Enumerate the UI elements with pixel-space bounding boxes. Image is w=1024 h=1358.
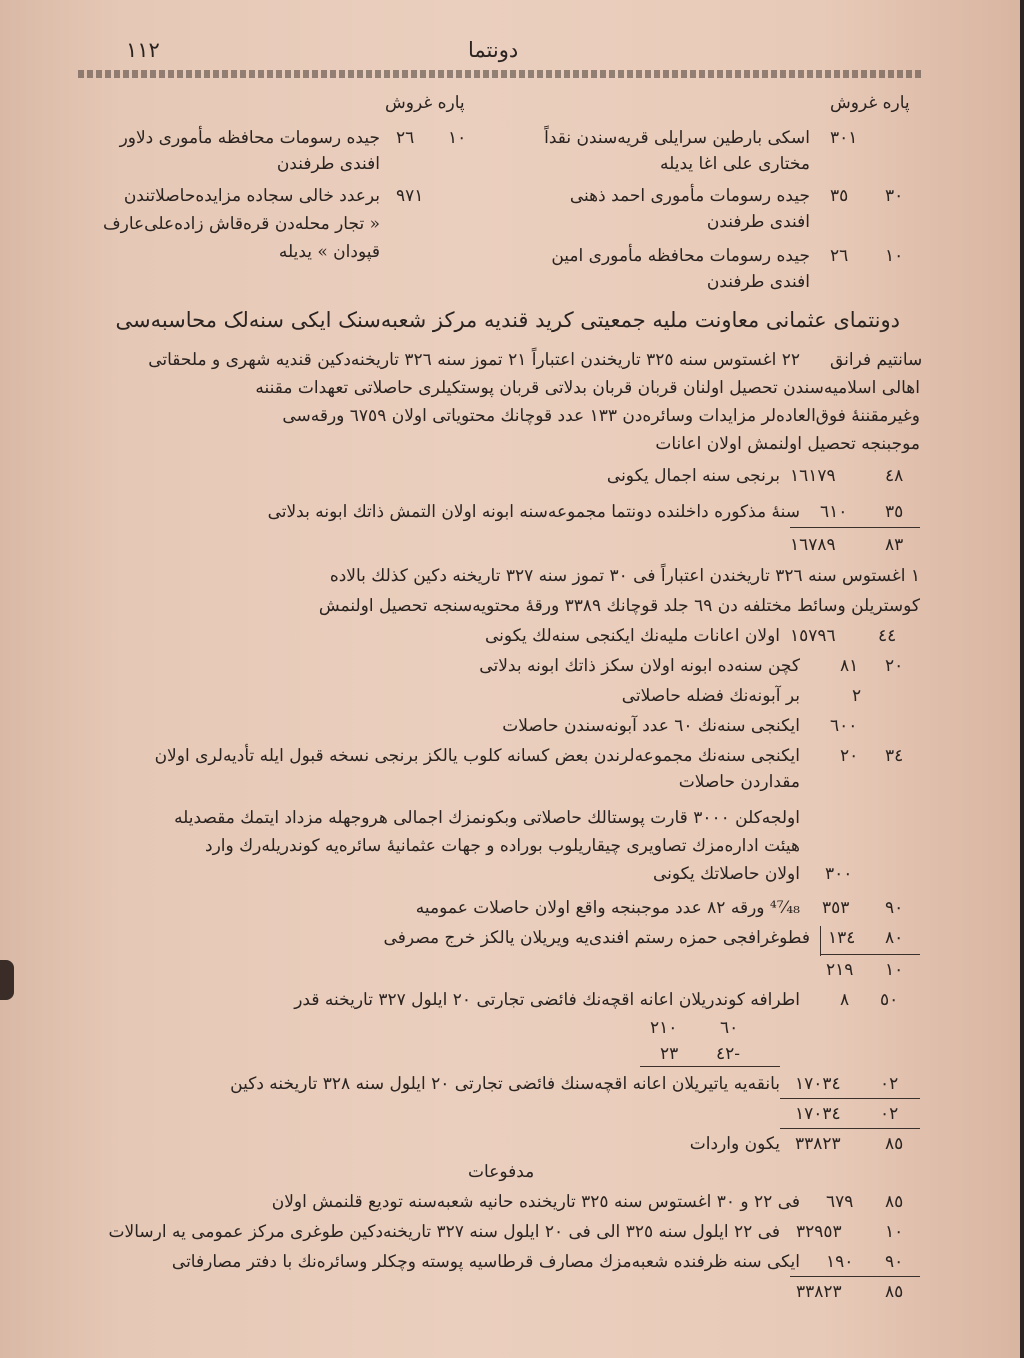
entry-line: جیده رسومات مأموری احمد ذهنی [569, 186, 810, 206]
row-text: مقداردن حاصلات [678, 772, 800, 792]
intro-line: اهالی اسلامیه‌سندن تحصیل اولنان قربان قربان بدلاتی قربان پوستکیلری حاصلاتی تعهدات مقننه [255, 378, 920, 398]
row-text: کچن سنه‌ده ابونه اولان سکز ذاتك ابونه بدلاتی [479, 656, 800, 676]
frank-cell: ١٥٧٩٦ [790, 626, 836, 646]
binding-stain [0, 960, 14, 1000]
entry-para: ٣٠ [885, 186, 904, 206]
intro-line: موجبنجه تحصیل اولنمش اولان اعانات [655, 434, 920, 454]
frank-cell: ٣٣٨٢٣ [795, 1134, 841, 1154]
santim-cell: ٨٥ [885, 1134, 904, 1154]
santim-cell: ٢ [852, 686, 862, 706]
entry-line: جیده رسومات محافظه مأموری امین [551, 246, 810, 266]
frank-cell: ٢٣ [660, 1044, 679, 1064]
column-header-right: پاره غروش [830, 93, 910, 113]
santim-cell: ١٠ [885, 1222, 904, 1242]
column-divider [820, 926, 821, 956]
row-text: ایکنجی سنه‌نك ٦٠ عدد آبونه‌سندن حاصلات [502, 716, 800, 736]
santim-cell: ٠٢ [880, 1104, 899, 1124]
entry-ghurush: ٣٠١ [830, 128, 858, 148]
sum-rule [780, 1128, 920, 1129]
row-text: اولان حاصلاتك یکونی [652, 864, 800, 884]
column-header-left: پاره غروش [385, 93, 465, 113]
row-text: یکون واردات [689, 1134, 780, 1154]
entry-line: افندی طرفندن [706, 212, 810, 232]
sum-rule [790, 1276, 920, 1277]
entry-ghurush: ٢٦ [396, 128, 415, 148]
frank-cell: ١٦١٧٩ [790, 466, 836, 486]
frank-cell: ٦٧٩ [826, 1192, 854, 1212]
frank-cell: ١٣٤ [828, 928, 856, 948]
row-text: هیئت اداره‌مزك تصاویری چیقاریلوب بوراده و جهات عثمانیهٔ سائره‌یه کوندریله‌رك وارد [205, 836, 800, 856]
frank-cell: ٢١٠ [650, 1018, 678, 1038]
entry-line: افندی طرفندن [706, 272, 810, 292]
entry-ghurush: ٢٦ [830, 246, 849, 266]
row-text: اولجه‌کلن ٣٠٠٠ قارت پوستالك حاصلاتی وبکونمزك اجمالی هروجهله مزداد ایتمك مقصدیله [174, 808, 800, 828]
intro-line: ١ اغستوس سنه ٣٢٦ تاریخندن اعتباراً فی ٣٠ تموز سنه ٣٢٧ تاریخنه دکین کذلك بالاده [329, 566, 920, 586]
entry-para: ١٠ [448, 128, 467, 148]
page-title: دونتما [468, 38, 519, 62]
row-text: اطرافه کوندریلان اعانه اقچه‌نك فائضی تجارتی ٢٠ ایلول ٣٢٧ تاریخنه قدر [294, 990, 800, 1010]
entry-line: قپودان » یدیله [278, 242, 380, 262]
sum-rule [640, 1066, 780, 1067]
row-text: بر آبونه‌نك فضله حاصلاتی [621, 686, 800, 706]
page-number: ١١٢ [126, 38, 160, 62]
entry-line: اسکی بارطین سرایلی قریه‌سندن نقداً [544, 128, 810, 148]
row-text: اولان اعانات ملیه‌نك ایکنجی سنه‌لك یکونی [484, 626, 780, 646]
entry-line: « تجار محله‌دن قره‌قاش زاده‌علی‌عارف [103, 214, 380, 234]
row-text: فطوغرافجی حمزه رستم افندی‌یه ویریلان یالکز خرج مصرفی [383, 928, 810, 948]
section-title: دونتمای عثمانی معاونت ملیه جمعیتی کرید قندیه مرکز شعبه‌سنک ایکی سنه‌لک محاسبه‌سی [115, 308, 900, 332]
payment-text: فی ٢٢ و ٣٠ اغستوس سنه ٣٢٥ تاریخنده حانیه شعبه‌سنه تودیع قلنمش اولان [271, 1192, 800, 1212]
payment-text: ایکی سنه ظرفنده شعبه‌مزك مصارف قرطاسیه پوسته وچکلر وسائره‌نك با دفتر مصارفاتی [171, 1252, 800, 1272]
santim-cell: ٥٠ [880, 990, 899, 1010]
page-edge [1020, 0, 1024, 1358]
row-text: سنهٔ مذکوره داخلنده دونتما مجموعه‌سنه ابونه اولان التمش ذاتك ابونه بدلاتی [267, 502, 800, 522]
payments-title: مدفوعات [468, 1162, 535, 1182]
currency-header: سانتیم فرانق [830, 350, 923, 370]
frank-cell: ٦١٠ [820, 502, 848, 522]
santim-cell: ٣٤ [885, 746, 904, 766]
entry-para: ١٠ [885, 246, 904, 266]
entry-line: افندی طرفندن [276, 154, 380, 174]
intro-line: کوستریلن وسائط مختلفه دن ٦٩ جلد قوچانك ٣٣٨٩ ورقهٔ محتویه‌سنجه تحصیل اولنمش [318, 596, 920, 616]
santim-cell: ٩٠ [885, 1252, 904, 1272]
santim-cell: ١٠ [885, 960, 904, 980]
intro-line: ٢٢ اغستوس سنه ٣٢٥ تاریخندن اعتباراً ٢١ تموز سنه ٣٢٦ تاریخنه‌دکین قندیه شهری و ملحقاتی [148, 350, 800, 370]
santim-cell: ٠٢ [880, 1074, 899, 1094]
santim-cell: ٢٠ [885, 656, 904, 676]
santim-cell: ٨٣ [885, 535, 904, 555]
frank-cell: ٨ [840, 990, 850, 1010]
frank-cell: ١٩٠ [826, 1252, 854, 1272]
sum-rule [780, 1098, 920, 1099]
frank-cell: ٣٠٠ [825, 864, 853, 884]
santim-cell: ٩٠ [885, 898, 904, 918]
entry-ghurush: ٣٥ [830, 186, 849, 206]
santim-cell: ٦٠ [720, 1018, 739, 1038]
entry-line: مختاری علی اغا یدیله [660, 154, 810, 174]
santim-cell: ٣٥ [885, 502, 904, 522]
santim-cell: ٨٠ [885, 928, 904, 948]
frank-cell: ٦٠٠ [830, 716, 858, 736]
frank-cell: ١٦٧٨٩ [790, 535, 836, 555]
intro-line: وغیرمقننهٔ فوق‌العاده‌لر مزایدات وسائره‌دن ١٣٣ عدد قوچانك محتویاتی اولان ٦٧٥٩ ورقه‌سی [282, 406, 920, 426]
frank-cell: ٨١ [840, 656, 859, 676]
entry-line: برعدد خالی سجاده مزایده‌حاصلاتندن [123, 186, 380, 206]
frank-cell: ٣٢٩٥٣ [796, 1222, 842, 1242]
row-text: بانقه‌یه یاتیریلان اعانه اقچه‌سنك فائضی تجارتی ٢٠ ایلول سنه ٣٢٨ تاریخنه دکین [230, 1074, 780, 1094]
frank-cell: ٢١٩ [826, 960, 854, 980]
entry-ghurush: ٩٧١ [396, 186, 424, 206]
frank-cell: ٣٥٣ [822, 898, 850, 918]
frank-cell: ١٧٠٣٤ [795, 1104, 841, 1124]
row-text: برنجی سنه اجمال یکونی [606, 466, 780, 486]
santim-cell: ٨٥ [885, 1192, 904, 1212]
sum-rule [790, 527, 920, 528]
row-text: ایکنجی سنه‌نك مجموعه‌لرندن بعض کسانه کلوب یالکز برنجی نسخه قبول ایله تأدیه‌لری اولان [154, 746, 800, 766]
frank-cell: ٢٠ [840, 746, 859, 766]
entry-line: جیده رسومات محافظه مأموری دلاور [119, 128, 380, 148]
santim-cell: ٤٨ [885, 466, 904, 486]
frank-cell: ٣٣٨٢٣ [796, 1282, 842, 1302]
row-text: ⁴⁷⁄₄₈ ورقه ٨٢ عدد موجبنجه واقع اولان حاصلات عمومیه [415, 898, 800, 918]
payment-text: فی ٢٢ ایلول سنه ٣٢٥ الی فی ٢٠ ایلول سنه ٣٢٧ تاریخنه‌دکین طوغری مرکز عمومی یه ارسالات [108, 1222, 780, 1242]
header-rule [78, 70, 924, 78]
santim-cell: -٤٢ [716, 1044, 741, 1064]
sum-rule [820, 954, 920, 955]
santim-cell: ٤٤ [878, 626, 897, 646]
frank-cell: ١٧٠٣٤ [795, 1074, 841, 1094]
santim-cell: ٨٥ [885, 1282, 904, 1302]
